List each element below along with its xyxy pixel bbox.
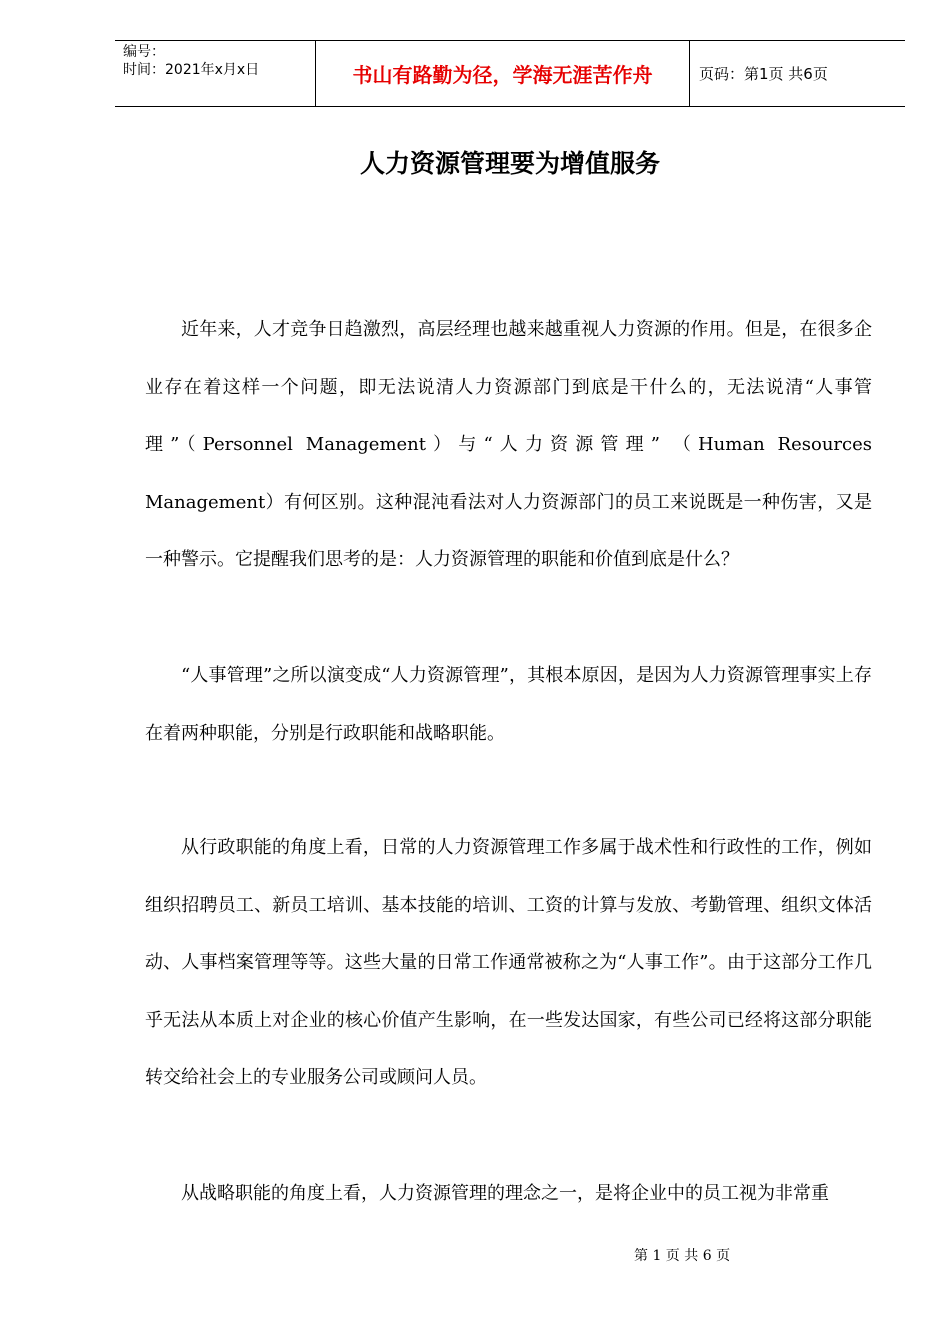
header-motto: 书山有路勤为径，学海无涯苦作舟	[316, 41, 690, 106]
header-page-info: 页码：第1页 共6页	[699, 65, 828, 83]
document-header	[115, 40, 905, 107]
header-meta-cell	[115, 41, 316, 106]
page-footer: 第 1 页 共 6 页	[634, 1248, 731, 1264]
paragraph-3: 从行政职能的角度上看，日常的人力资源管理工作多属于战术性和行政性的工作，例如组织招聘员工、新员工培训、基本技能的培训、工资的计算与发放、考勤管理、组织文体活动、人事档案管理等等。这些大量的日常工作通常被称之为“人事工作”。由于这部分工作几乎无法从本质上对企业的核心价值产生影响，在一些发达国家，有些公司已经将这部分职能转交给社会上的专业服务公司或顾问人员。	[145, 837, 872, 1088]
paragraph-1: 近年来，人才竞争日趋激烈，高层经理也越来越重视人力资源的作用。但是，在很多企业存在着这样一个问题，即无法说清人力资源部门到底是干什么的，无法说清“人事管理”（Personnel Management）与“人力资源管理” （Human Resources Management）有何区别。这种混沌看法对人力资源部门的员工来说既是一种伤害，又是一种警示。它提醒我们思考的是：人力资源管理的职能和价值到底是什么？	[145, 319, 872, 570]
date-label: 时间：2021年x月x日	[123, 62, 260, 78]
document-title: 人力资源管理要为增值服务	[359, 149, 660, 178]
paragraph-4: 从战略职能的角度上看，人力资源管理的理念之一，是将企业中的员工视为非常重	[181, 1183, 829, 1204]
serial-number-label: 编号：	[123, 44, 165, 60]
paragraph-2: “人事管理”之所以演变成“人力资源管理”，其根本原因，是因为人力资源管理事实上存在着两种职能，分别是行政职能和战略职能。	[145, 665, 872, 744]
